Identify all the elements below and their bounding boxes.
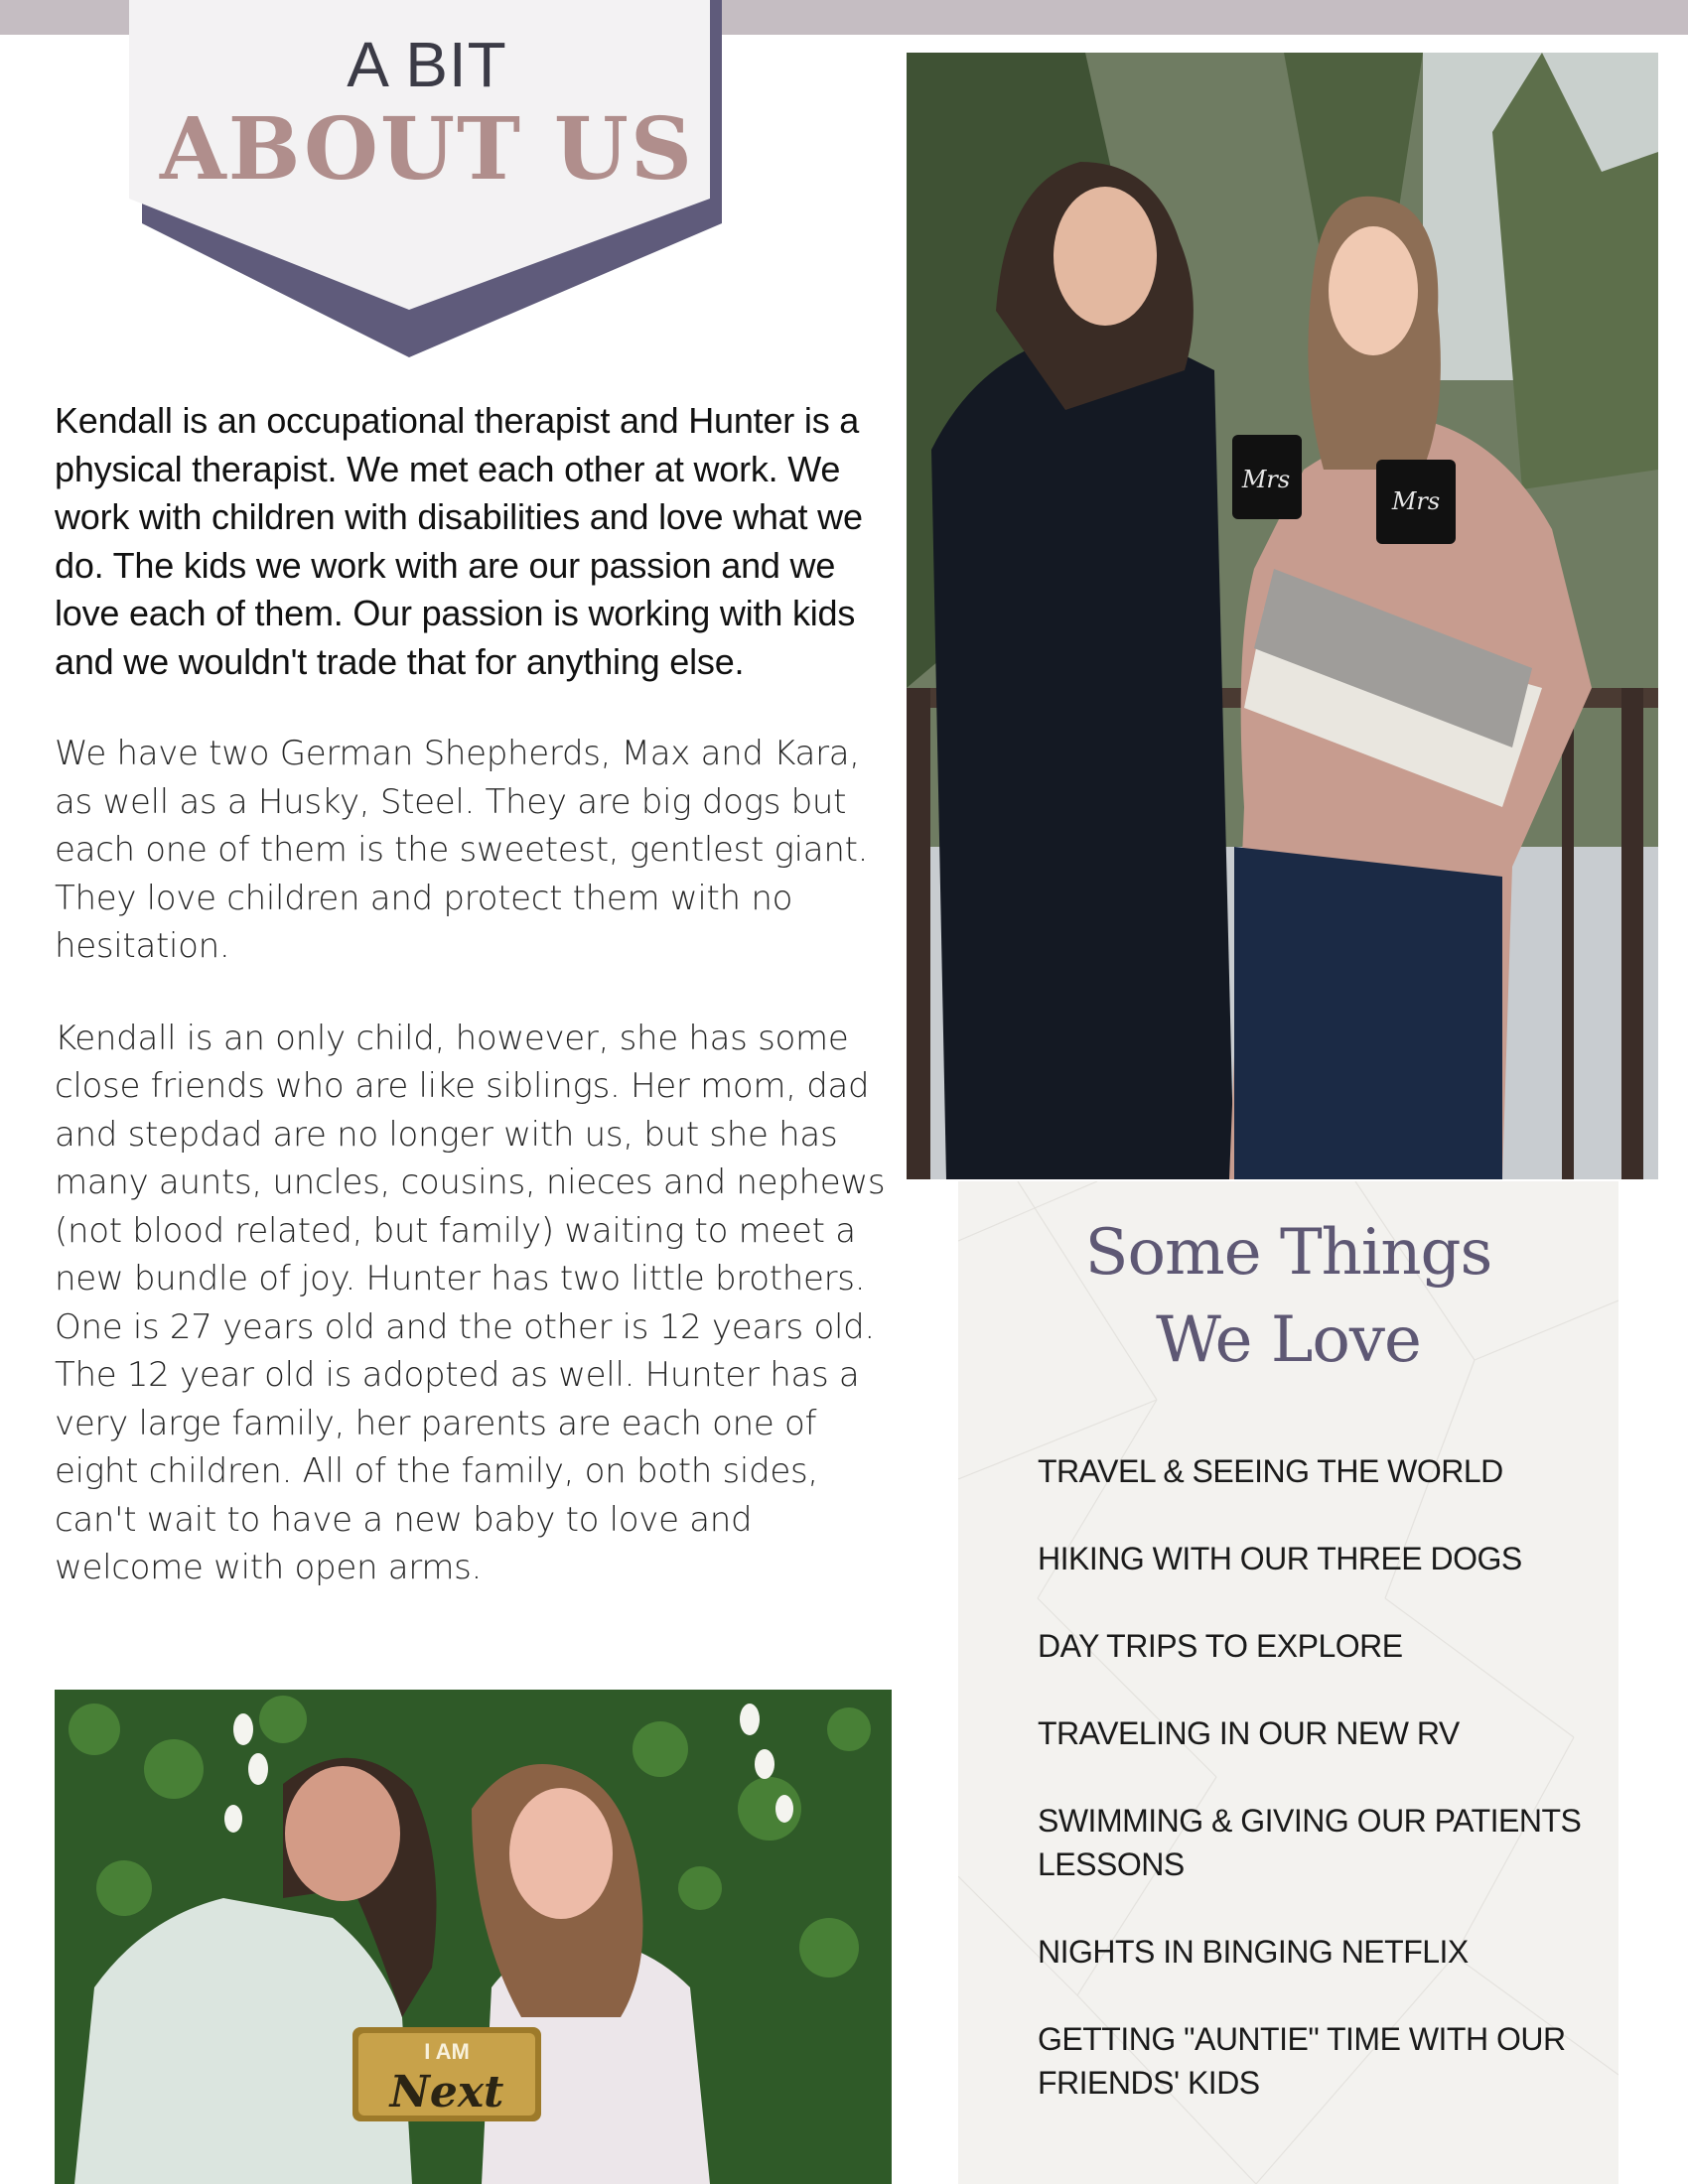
- mug-left-label: Mrs: [1241, 466, 1291, 493]
- paragraph-dogs: We have two German Shepherds, Max and Kara, as well as a Husky, Steel. They are big dogs but each one of them is the sweetest, gentlest giant. They love children and protect them with no hesitation.: [55, 734, 869, 966]
- love-item-netflix: NIGHTS IN BINGING NETFLIX: [1038, 1934, 1469, 1970]
- things-we-love-title: [958, 1209, 1618, 1384]
- couple-photo-illustration: [907, 53, 1658, 1179]
- about-us-copy: [55, 397, 889, 1636]
- paragraph-intro: Kendall is an occupational therapist and Hunter is a physical therapist. We met each other at work. We work with children with disabilities and love what we do. The kids we work with are our passion and we love each of them. Our passion is working with kids and we wouldn't trade that for anything else.: [55, 400, 863, 682]
- heading-title: ABOUT US: [160, 99, 694, 200]
- couple-photo-balcony: [907, 53, 1658, 1179]
- heading-small: A BIT: [347, 29, 507, 100]
- things-we-love-panel: [958, 1181, 1618, 2184]
- couple-photo-greenery-illustration: [55, 1690, 892, 2184]
- love-item-swimming: SWIMMING & GIVING OUR PATIENTS LESSONS: [1038, 1803, 1582, 1882]
- things-we-love-list: [1038, 1449, 1594, 2148]
- sign-line-2: Next: [389, 2067, 504, 2117]
- love-item-hiking: HIKING WITH OUR THREE DOGS: [1038, 1541, 1522, 1576]
- love-item-rv: TRAVELING IN OUR NEW RV: [1038, 1715, 1460, 1751]
- heading-badge: [129, 0, 725, 362]
- love-item-day-trips: DAY TRIPS TO EXPLORE: [1038, 1628, 1403, 1664]
- things-we-love-title-line1: Some Things: [1084, 1216, 1492, 1290]
- sign-line-1: I AM: [424, 2039, 470, 2064]
- mug-right-label: Mrs: [1391, 487, 1441, 515]
- couple-photo-greenery: [55, 1690, 892, 2184]
- love-item-travel: TRAVEL & SEEING THE WORLD: [1038, 1453, 1503, 1489]
- paragraph-family: Kendall is an only child, however, she has some close friends who are like siblings. Her mom, dad and stepdad are no longer with us, but she has many aunts, uncles, cousins, nieces and nephews (not blood related, but family) waiting to meet a new bundle of joy. Hunter has two little brothers. One is 27 years old and the other is 12 years old. The 12 year old is adopted as well. Hunter has a very large family, her parents are each one of eight children. All of the family, on both sides, can't wait to have a new baby to love and welcome with open arms.: [55, 1018, 886, 1587]
- things-we-love-title-line2: We Love: [1156, 1303, 1421, 1377]
- love-item-auntie-time: GETTING "AUNTIE" TIME WITH OUR FRIENDS' KIDS: [1038, 2021, 1566, 2101]
